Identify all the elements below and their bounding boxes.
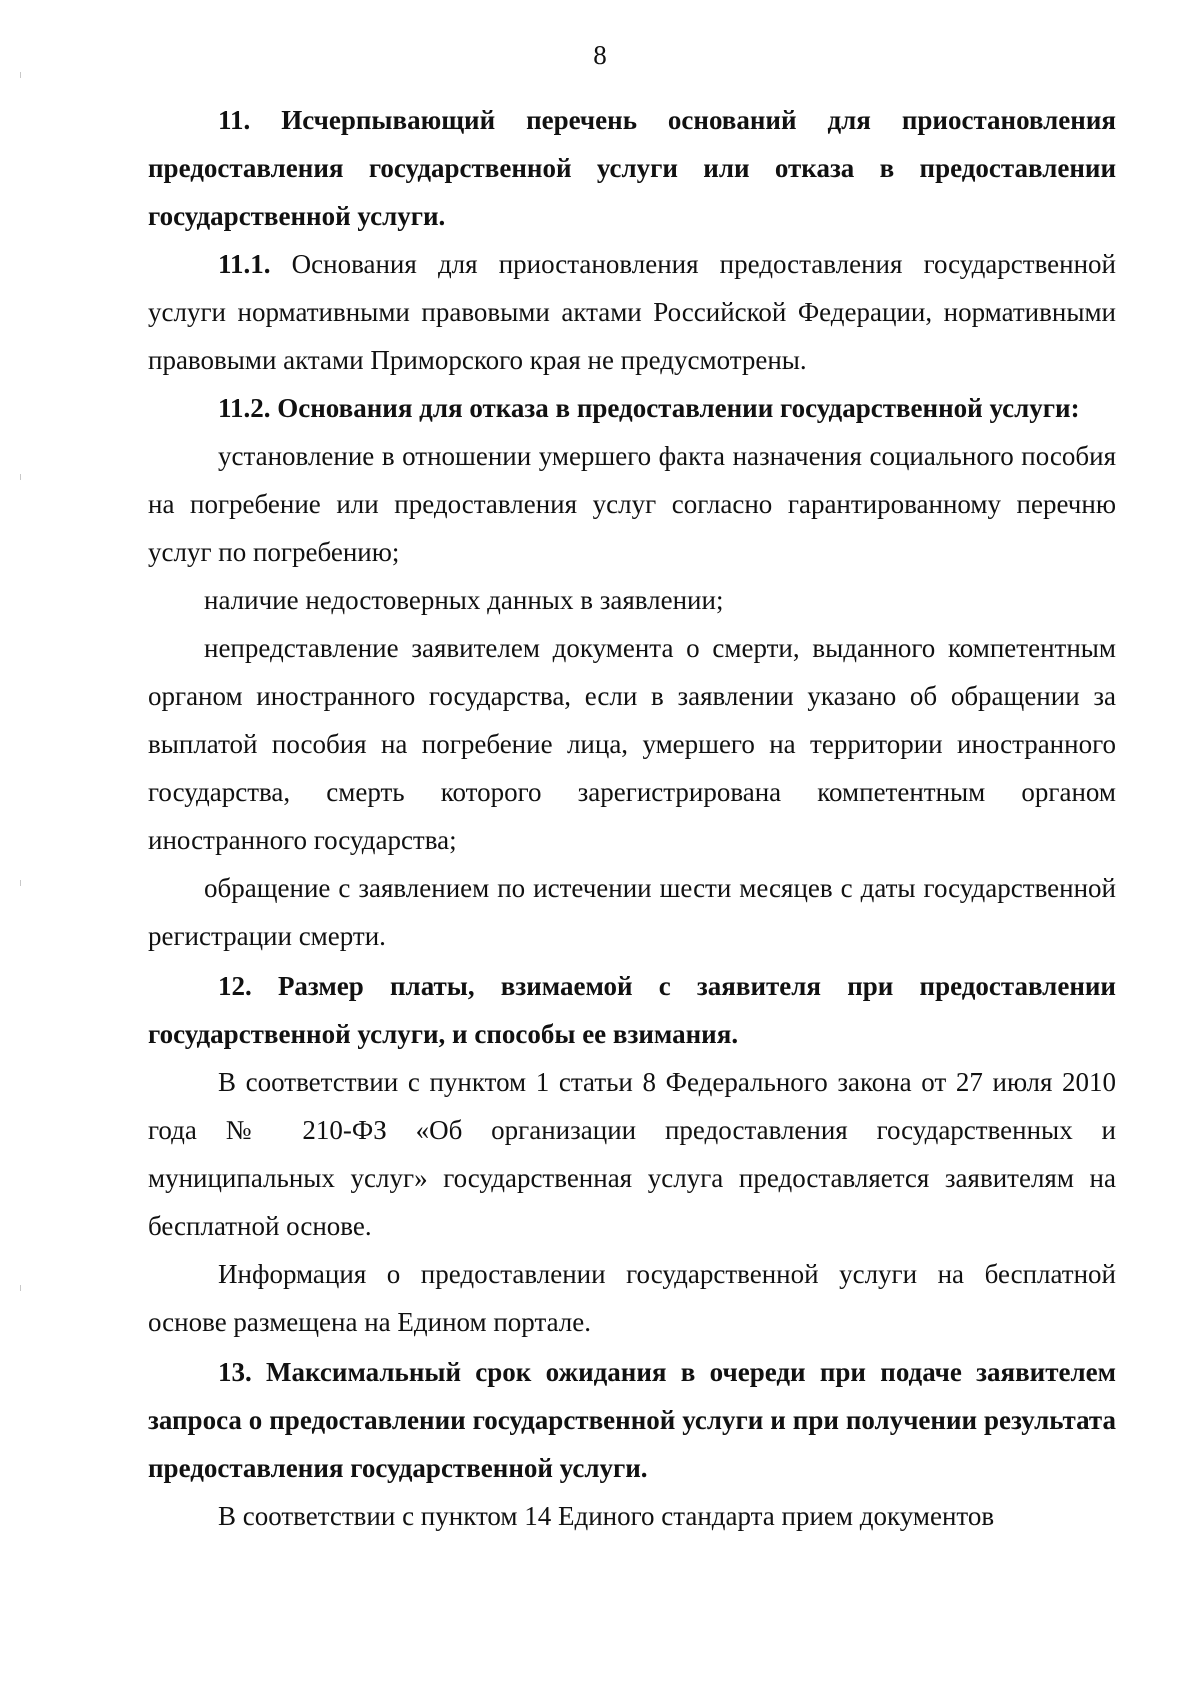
section-12-paragraph-1: В соответствии с пунктом 1 статьи 8 Федерального закона от 27 июля 2010 года № 210-ФЗ «Об организации предоставления государственных и муниципальных услуг» государственная услуга предоставляется заявителям на бесплатной основе. bbox=[148, 1067, 1116, 1241]
scan-margin-mark bbox=[20, 1285, 21, 1291]
document-body bbox=[148, 96, 1116, 1540]
section-13-heading: 13. Максимальный срок ожидания в очереди при подаче заявителем запроса о предоставлении государственной услуги и при получении результата предоставления государственной услуги. bbox=[148, 1357, 1116, 1483]
section-12-heading: 12. Размер платы, взимаемой с заявителя при предоставлении государственной услуги, и способы ее взимания. bbox=[148, 971, 1116, 1049]
scan-margin-mark bbox=[20, 474, 21, 480]
scan-margin-mark bbox=[20, 880, 21, 886]
section-12-paragraph-2: Информация о предоставлении государственной услуги на бесплатной основе размещена на Едином портале. bbox=[148, 1259, 1116, 1337]
refusal-ground-2: наличие недостоверных данных в заявлении; bbox=[204, 585, 724, 615]
refusal-ground-3: непредставление заявителем документа о смерти, выданного компетентным органом иностранного государства, если в заявлении указано об обращении за выплатой пособия на погребение лица, умершего на территории иностранного государства, смерть которого зарегистрирована компетентным органом иностранного государства; bbox=[148, 633, 1116, 855]
refusal-ground-4: обращение с заявлением по истечении шести месяцев с даты государственной регистрации смерти. bbox=[148, 873, 1116, 951]
page-number: 8 bbox=[593, 40, 607, 70]
section-11-1-text: Основания для приостановления предоставления государственной услуги нормативными правовыми актами Российской Федерации, нормативными правовыми актами Приморского края не предусмотрены. bbox=[148, 249, 1116, 375]
section-11-1-paragraph bbox=[148, 240, 1116, 384]
section-11-2-heading: 11.2. Основания для отказа в предоставлении государственной услуги: bbox=[218, 393, 1080, 423]
section-13-paragraph-1: В соответствии с пунктом 14 Единого стандарта прием документов bbox=[218, 1501, 995, 1531]
refusal-ground-1: установление в отношении умершего факта назначения социального пособия на погребение или предоставления услуг согласно гарантированному перечню услуг по погребению; bbox=[148, 441, 1116, 567]
section-11-heading: 11. Исчерпывающий перечень оснований для приостановления предоставления государственной услуги или отказа в предоставлении государственной услуги. bbox=[148, 105, 1116, 231]
section-11-1-number: 11.1. bbox=[218, 249, 271, 279]
scan-margin-mark bbox=[20, 72, 21, 78]
